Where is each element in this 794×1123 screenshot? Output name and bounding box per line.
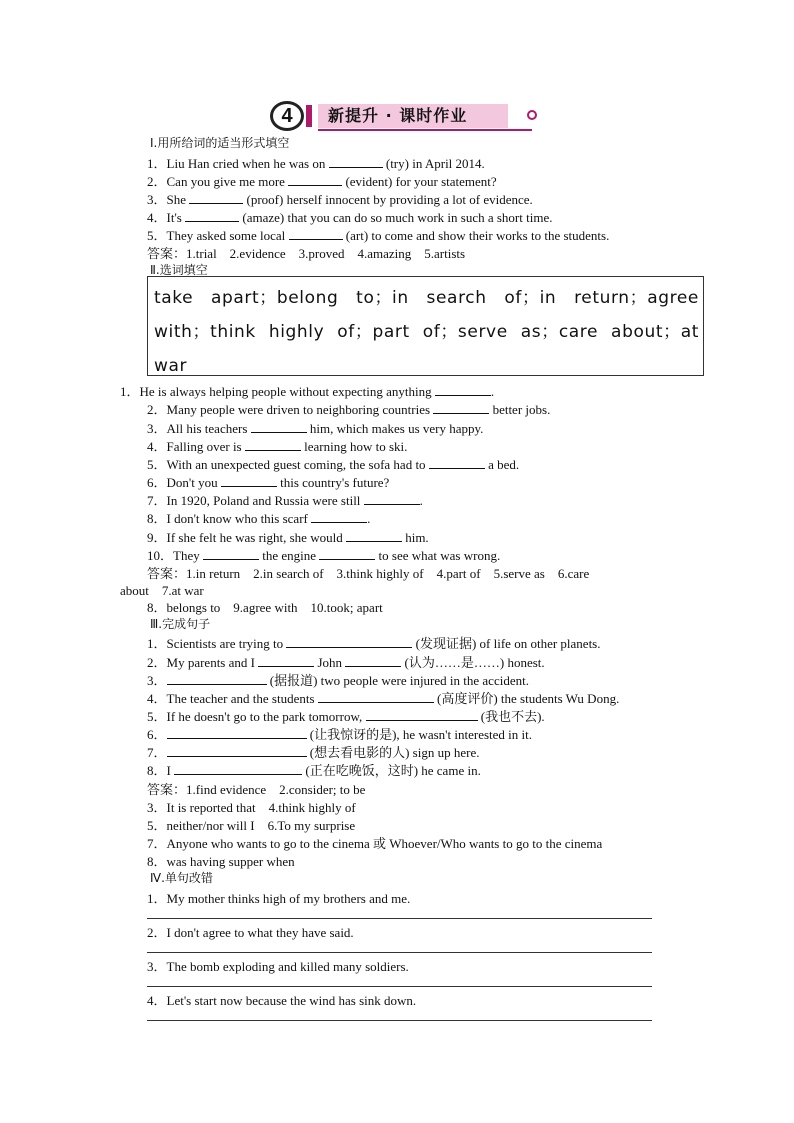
s2-item-5: 5．With an unexpected guest coming, the sofa had to a bed. xyxy=(147,457,520,472)
s2-item-4: 4．Falling over is learning how to ski. xyxy=(147,439,408,454)
s2-answer-line-3: 8．belongs to 9.agree with 10.took; apart xyxy=(147,600,383,615)
lesson-banner xyxy=(270,101,540,131)
banner-underline xyxy=(318,129,532,131)
s2-item-7: 7．In 1920, Poland and Russia were still . xyxy=(147,493,423,508)
s3-item-4: 4．The teacher and the students (高度评价) the students Wu Dong. xyxy=(147,691,620,706)
s3-item-3: 3． (据报道) two people were injured in the accident. xyxy=(147,673,529,688)
s3-answer-2: 3．It is reported that 4.think highly of xyxy=(147,800,356,815)
s2-answer-line-1: 答案：1.in return 2.in search of 3.think highly of 4.part of 5.serve as 6.care xyxy=(147,566,590,581)
s3-item-1: 1．Scientists are trying to (发现证据) of life on other planets. xyxy=(147,636,601,651)
s3-answer-1: 答案：1.find evidence 2.consider; to be xyxy=(147,782,366,797)
banner-accent-bar xyxy=(306,105,312,127)
section-1-title: Ⅰ.用所给词的适当形式填空 xyxy=(150,136,290,150)
s2-item-8: 8．I don't know who this scarf . xyxy=(147,511,371,526)
s4-item-1: 1．My mother thinks high of my brothers and me. xyxy=(147,891,411,906)
s1-item-1: 1．Liu Han cried when he was on (try) in April 2014. xyxy=(147,156,485,171)
s4-item-4: 4．Let's start now because the wind has sink down. xyxy=(147,993,417,1008)
word-bank-text: take apart；belong to；in search of；in return；agree with；think highly of；part of；serve as；care about；at war xyxy=(154,288,699,376)
s3-item-5: 5．If he doesn't go to the park tomorrow, (我也不去). xyxy=(147,709,545,724)
s4-item-3: 3．The bomb exploding and killed many soldiers. xyxy=(147,959,409,974)
section-4-title: Ⅳ.单句改错 xyxy=(150,871,213,885)
s4-answer-line-1[interactable] xyxy=(147,918,652,919)
s2-item-6: 6．Don't you this country's future? xyxy=(147,475,390,490)
s4-answer-line-2[interactable] xyxy=(147,952,652,953)
section-3-title: Ⅲ.完成句子 xyxy=(150,617,211,631)
s3-item-6: 6． (让我惊讶的是), he wasn't interested in it. xyxy=(147,727,532,742)
s2-item-1: 1．He is always helping people without expecting anything . xyxy=(120,384,495,399)
s3-item-7: 7． (想去看电影的人) sign up here. xyxy=(147,745,480,760)
s3-answer-4: 7．Anyone who wants to go to the cinema 或 Whoever/Who wants to go to the cinema xyxy=(147,836,603,851)
s2-item-10: 10．They the engine to see what was wrong. xyxy=(147,548,501,563)
s4-item-2: 2．I don't agree to what they have said. xyxy=(147,925,354,940)
s2-item-9: 9．If she felt he was right, she would him. xyxy=(147,530,429,545)
s2-item-2: 2．Many people were driven to neighboring countries better jobs. xyxy=(147,402,551,417)
banner-end-dot-icon xyxy=(527,110,537,120)
s1-item-2: 2．Can you give me more (evident) for your statement? xyxy=(147,174,497,189)
s1-answer: 答案：1.trial 2.evidence 3.proved 4.amazing 5.artists xyxy=(147,246,466,261)
s1-item-3: 3．She (proof) herself innocent by providing a lot of evidence. xyxy=(147,192,533,207)
s3-item-2: 2．My parents and I John (认为……是……) honest. xyxy=(147,655,545,670)
word-bank-box xyxy=(147,276,704,376)
s3-answer-5: 8．was having supper when xyxy=(147,854,295,869)
banner-title: 新提升 · 课时作业 xyxy=(318,104,508,128)
s1-item-4: 4．It's (amaze) that you can do so much work in such a short time. xyxy=(147,210,553,225)
s2-item-3: 3．All his teachers him, which makes us very happy. xyxy=(147,421,484,436)
s1-item-5: 5．They asked some local (art) to come and show their works to the students. xyxy=(147,228,610,243)
s4-answer-line-4[interactable] xyxy=(147,1020,652,1021)
section-2-title: Ⅱ.选词填空 xyxy=(150,263,208,277)
s2-answer-line-2: about 7.at war xyxy=(120,583,204,598)
lesson-number-badge: 4 xyxy=(270,101,304,131)
s3-answer-3: 5．neither/nor will I 6.To my surprise xyxy=(147,818,356,833)
s4-answer-line-3[interactable] xyxy=(147,986,652,987)
s3-item-8: 8．I (正在吃晚饭，这时) he came in. xyxy=(147,763,481,778)
